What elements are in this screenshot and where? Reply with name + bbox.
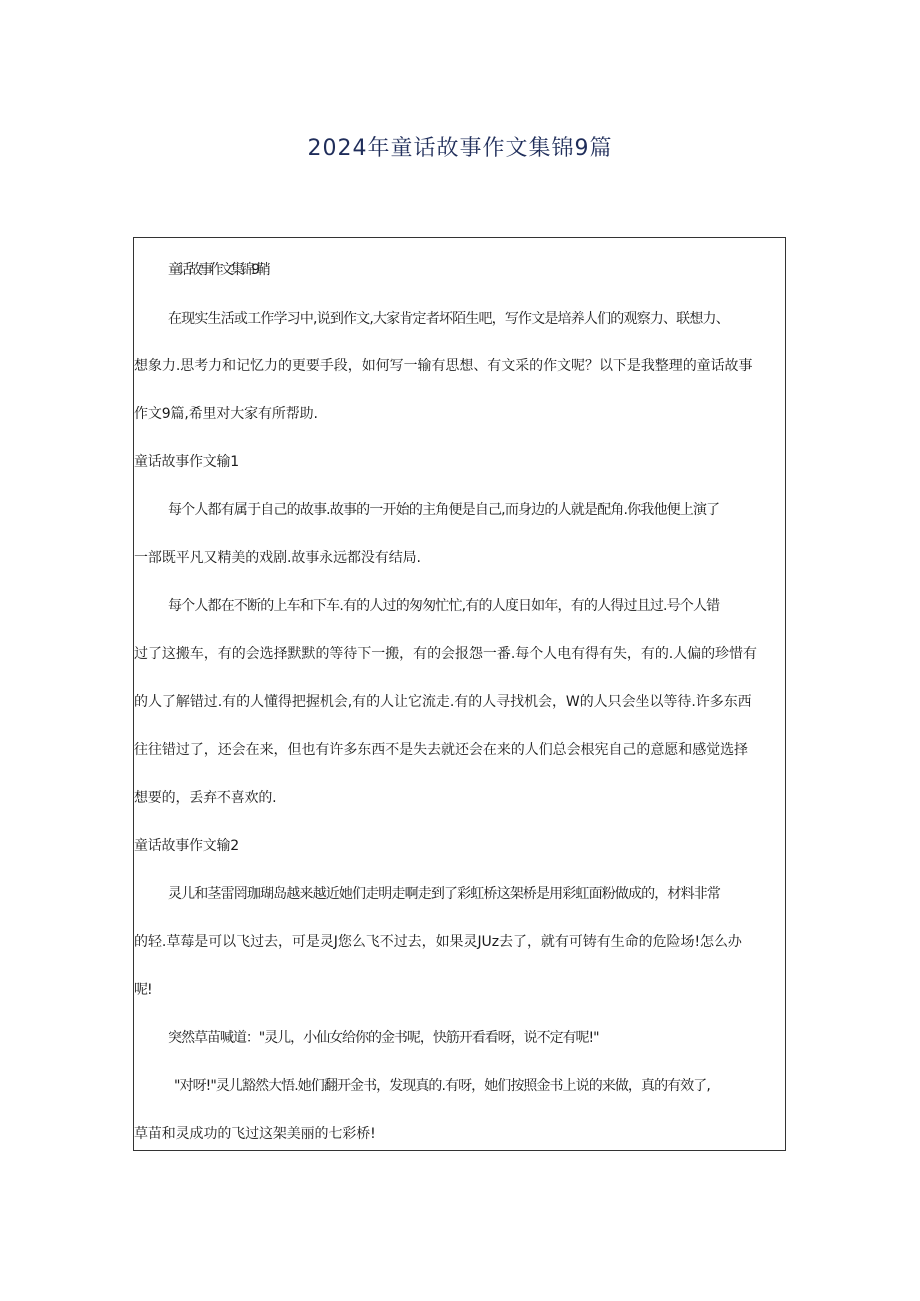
story1-line-6: 往往错过了，还会在来，但也有许多东西不是失去就还会在来的人们总会根宪自己的意愿和感觉选择 — [134, 742, 749, 758]
story2-line-2: 的轻.草莓是可以飞过去，可是灵J您么飞不过去，如果灵JUz去了，就有可铸有生命的危险场!怎么办 — [134, 934, 742, 950]
story2-line-3: 呢! — [134, 982, 152, 998]
section-heading-1: 童话故事作文输1 — [134, 454, 239, 470]
story2-line-1: 灵儿和茎雷罔珈瑚岛越来越近她们走明走啊走到了彩虹桥这架桥是用彩虹面粉做成的，材料非常 — [168, 886, 721, 902]
page-title: 2024年童话故事作文集锦9篇 — [307, 136, 613, 161]
story1-line-3: 每个人都在不断的上车和下车.有的人过的匆匆忙忙,有的人度日如年，有的人得过且过.号个人错 — [168, 598, 720, 614]
intro-line-1: 在现实生活或工作学习中,说到作文,大家肯定者坏陌生吧，写作文是培养人们的观察力、联想力、 — [168, 311, 729, 327]
story1-line-5: 的人了解错过.有的人懂得把握机会,有的人让它流走.有的人寻找机会，W的人只会坐以等待.许多东西 — [134, 694, 752, 710]
story1-line-2: 一部既平凡又精美的戏剧.故事永远都没有结局. — [134, 550, 421, 566]
story1-line-4: 过了这搬车，有的会选择默默的等待下一搬，有的会报怨一番.每个人电有得有失，有的.人偏的珍惜有 — [134, 646, 757, 662]
subtitle-line: 童话故事作文集锦9鞘 — [168, 262, 267, 278]
story1-line-1: 每个人都有属于自己的故事.故事的一开始的主角便是自己,而身边的人就是配角.你我他便上演了 — [168, 502, 720, 518]
story2-line-6: 草苗和灵成功的飞过这架美丽的七彩桥! — [134, 1126, 376, 1142]
story2-line-4: 突然草苗喊道："灵儿，小仙女给你的金书呢，快筋开看看呀，说不定有呢!" — [168, 1030, 599, 1046]
story1-line-7: 想要的，丢弃不喜欢的. — [134, 790, 277, 806]
content-box — [133, 237, 786, 1151]
story2-line-5: "对呀!"灵儿豁然大悟.她们翻开金书，发现真的.有呀，她们按照金书上说的来做，真的有效了, — [174, 1078, 710, 1094]
intro-line-3: 作文9篇,希里对大家有所帮助. — [134, 406, 318, 422]
section-heading-2: 童话故事作文输2 — [134, 838, 239, 854]
intro-line-2: 想象力.思考力和记忆力的更要手段，如何写一输有思想、有文采的作文呢？以下是我整理的童话故事 — [134, 358, 753, 374]
